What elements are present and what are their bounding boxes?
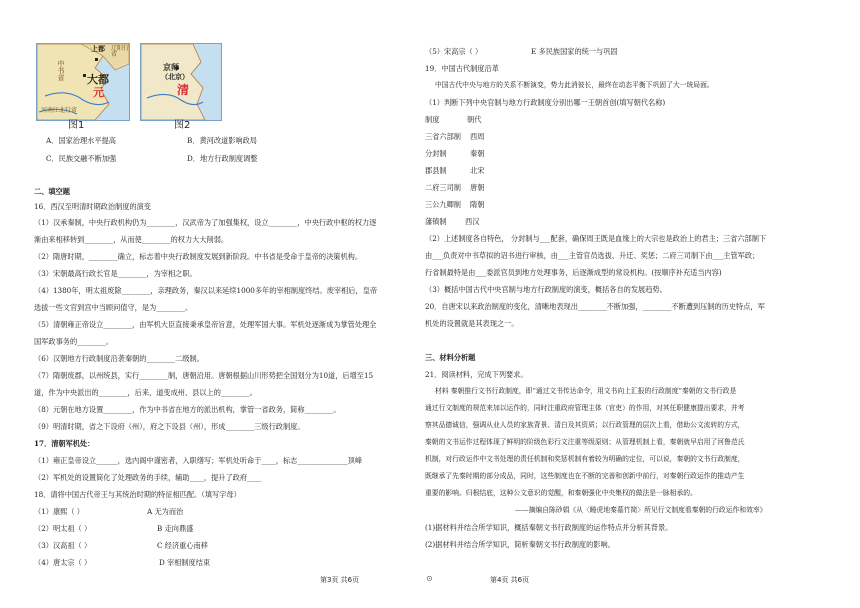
q19-sub1: （1）判断下列中央官制与地方行政制度分别出哪一王朝首创(填写朝代名称) (425, 98, 666, 107)
map-1-label-shangdu: 上都 (91, 45, 105, 53)
q18-row5-right: E 多民族国家的统一与巩固 (531, 47, 618, 56)
q16-line: 选拔一些文官到宫中当顾问值守，是为________。 (34, 303, 193, 312)
map-2-caption: 图2 (174, 120, 191, 131)
q21-question-1: (1)据材料并结合所学知识，概括秦朝文书行政制度的运作特点并分析其背景。 (425, 523, 673, 532)
q16-line: （6）汉朝地方行政制度沿袭秦朝的________二级制。 (34, 354, 204, 363)
q19-table-system: 三省六部制 (425, 132, 461, 141)
q19-sub2-line: 由___负责对中书草拟的诏书进行审核，由___主管官员选拔、升迁、奖惩；二府三司制下由___主管军政； (425, 251, 760, 260)
option-a[interactable]: A．国家治理水平提高 (46, 136, 116, 145)
map-1-caption: 图1 (68, 120, 85, 131)
q18-row-right: B 走向鼎盛 (157, 524, 194, 533)
q19-table-system: 分封制 (425, 149, 447, 158)
q19-table-dynasty: 隋朝 (470, 200, 485, 209)
map-figure-2 (140, 43, 222, 121)
q17-line: （1）雍正皇帝设立______，选内阁中谨密者，入职缮写；军机处听命于____，标志______________顶峰 (34, 456, 363, 465)
q16-line: （8）元朝在地方设置________，作为中书省在地方的派出机构，掌管一省政务，简称________。 (34, 405, 341, 414)
map-figure-1 (36, 43, 130, 121)
q18-row-right: D 宰相制度结束 (159, 558, 211, 567)
map-1-label-dadu: 大都 (87, 73, 109, 86)
map-1-label-henan: 河南江北行省 (41, 107, 78, 114)
q16-line: （7）隋朝废郡，以州统县，实行________制，唐朝沿用。唐朝根据山川形势把全国划分为10道，后增至15 (34, 371, 374, 380)
q16-line: （4）1380年，明太祖废除________，亲理政务，秦汉以来延续1000多年的宰相制度终结。废宰相后，皇帝 (34, 286, 378, 295)
q18-row-left: （2）明太祖（ ） (34, 524, 92, 533)
q19-table-header-dynasty: 朝代 (467, 115, 482, 124)
q19-table-system: 藩镇制 (425, 217, 447, 226)
q19-table-header-system: 制度 (425, 115, 440, 124)
map-2-graphic (141, 44, 221, 120)
q18-row-left: （1）康熙（ ） (34, 507, 84, 516)
q19-sub2-line: 行省制最特是由___委派官员到地方处理事务，后逐渐成型的常设机构。(按顺序补充适当内容) (425, 268, 722, 277)
q19-table-system: 三公九卿制 (425, 200, 461, 209)
section-2-title: 二、填空题 (34, 187, 70, 196)
q21-material-line: 察其品德诚信，强调从业人员的家族背景、清白及其资质；以行政管理的层次上看，借助公文流转的方式， (425, 421, 745, 429)
option-d[interactable]: D．地方行政制度调整 (187, 154, 258, 163)
q16-line: （1）汉承秦制，中央行政机构仍为________，汉武帝为了加强集权，设立________，中央行政中枢的权力逐 (34, 218, 377, 227)
q21-question-2: (2)据材料并结合所学知识，简析秦朝文书行政制度的影响。 (425, 540, 615, 549)
q18-title: 18．请将中国古代帝王与其统治时期的特征相匹配。（填写字母） (34, 490, 241, 499)
q19-table-dynasty: 秦朝 (470, 149, 485, 158)
map-2-label-qing: 清 (177, 83, 190, 97)
page-number-right: 第4页 共6页 (490, 576, 530, 584)
q18-row-left: （3）汉高祖（ ） (34, 541, 92, 550)
q16-line: （9）明清时期，省之下设府（州），府之下设县（州），形成________三级行政制度。 (34, 422, 305, 431)
q21-material-line: 材料 秦朝推行文书行政制度，即“通过文书传达命令，用文书向上汇报的行政制度”秦朝的文书行政是 (435, 387, 737, 395)
map-2-label-beijing: （北京） (161, 73, 189, 81)
q21-material-line: 机制，对行政运作中文书处理的责任机制和奖惩机制有着较为明确的定位，可以说，秦朝的文书行政制度， (425, 455, 745, 463)
q21-material-line: 重要的影响。归根结底，这种公文意识的觉醒，和秦朝强化中央集权的做法是一脉相承的。 (425, 489, 697, 497)
q21-material-line: 秦朝的文书运作过程体现了鲜明的阶级色彩行文注重等级原则；从管理机制上看，秦朝就早启用了河鲁范氏 (425, 438, 745, 446)
q20-line: 机处的设置就是其表现之一。 (425, 319, 519, 328)
map-1-label-liaoyang: 辽阳行省 (111, 45, 130, 58)
q16-line: （5）清朝雍正帝设立________，由军机大臣直接秉承皇帝旨意，处理军国大事。军机处逐渐成为掌管处理全 (34, 320, 377, 329)
q21-title: 21．阅读材料，完成下列要求。 (425, 370, 528, 379)
option-c[interactable]: C．民族交融不断加强 (46, 154, 117, 163)
q18-row-right: A 无为而治 (147, 507, 184, 516)
q16-line: 渐由来相移转到________，从而使________的权力大大削弱。 (34, 235, 229, 244)
q21-material-line: 既继承了先秦时期的部分成品，同时，这些制度也在不断的完善和创新中前行，对秦朝行政运作的推动产生 (425, 472, 745, 480)
page-number-left: 第3页 共6页 (320, 576, 360, 584)
q17-line: （2）军机处的设置简化了处理政务的手续，辅助____，提升了政府____ (34, 473, 262, 482)
q18-row-right: C 经济重心南移 (157, 541, 208, 550)
q19-table-dynasty: 唐朝 (470, 183, 485, 192)
q20-line: 20．自唐宋以来政治制度的变化，清晰地表现出________不断加强，________不断遭到压制的历史特点，军 (425, 302, 765, 311)
q19-table-system: 郡县制 (425, 166, 447, 175)
q18-row5-left: （5）宋高宗（ ） (425, 47, 483, 56)
q16-line: （3）宋朝最高行政长官是________，为宰相之职。 (34, 269, 197, 278)
map-1-label-yuan: 元 (93, 86, 104, 99)
map-2-label-jingshi: 京师 (163, 63, 179, 72)
q21-source: ——摘编自陈砂娟《从〈睡虎地秦墓竹简〉所见行文制度看秦朝的行政运作和效率》 (515, 506, 767, 514)
page-divider-icon: ⊙ (426, 574, 433, 583)
q19-table-dynasty: 北宋 (470, 166, 485, 175)
q19-table-dynasty: 西汉 (465, 217, 480, 226)
q16-line: 道，作为中央派出的________，后来，道变成州、县以上的________。 (34, 388, 257, 397)
q16-line: （2）隋唐时期，________确立，标志着中央行政制度发展到新阶段。中书省是受命于皇帝的决策机构。 (34, 252, 363, 261)
q16-line: 国军政事务的________。 (34, 337, 114, 346)
q19-quote: 中国古代中央与地方的关系不断演变，势力此消彼长，最终在动态平衡下巩固了大一统局面。 (435, 81, 714, 89)
map-1-label-zhongshu: 中书省 (57, 60, 65, 81)
q19-sub3: （3）概括中国古代中央官制与地方行政制度的演变，概括各自的发展趋势。 (425, 285, 667, 294)
q21-material-line: 通过行文制度的规范来加以运作的，同时注重政府管理主体（官吏）的作用，对其任职健康提出要求，并考 (425, 404, 745, 412)
q19-table-dynasty: 西周 (470, 132, 485, 141)
section-3-title: 三、材料分析题 (425, 353, 476, 362)
q16-title: 16．西汉至明清时期政治制度的演变 (34, 202, 151, 211)
q19-sub2-line: （2）上述制度各自特色， 分封制与___配套，确保周王既是血缘上的大宗也是政治上的君主；三省六部制下 (425, 234, 767, 243)
option-b[interactable]: B．黄河改道影响政局 (187, 136, 257, 145)
q18-row-left: （4）唐太宗（ ） (34, 558, 92, 567)
q19-title: 19．中国古代制度沿革 (425, 64, 499, 73)
q17-title: 17．清朝军机处： (34, 439, 95, 448)
q19-table-system: 二府三司制 (425, 183, 461, 192)
